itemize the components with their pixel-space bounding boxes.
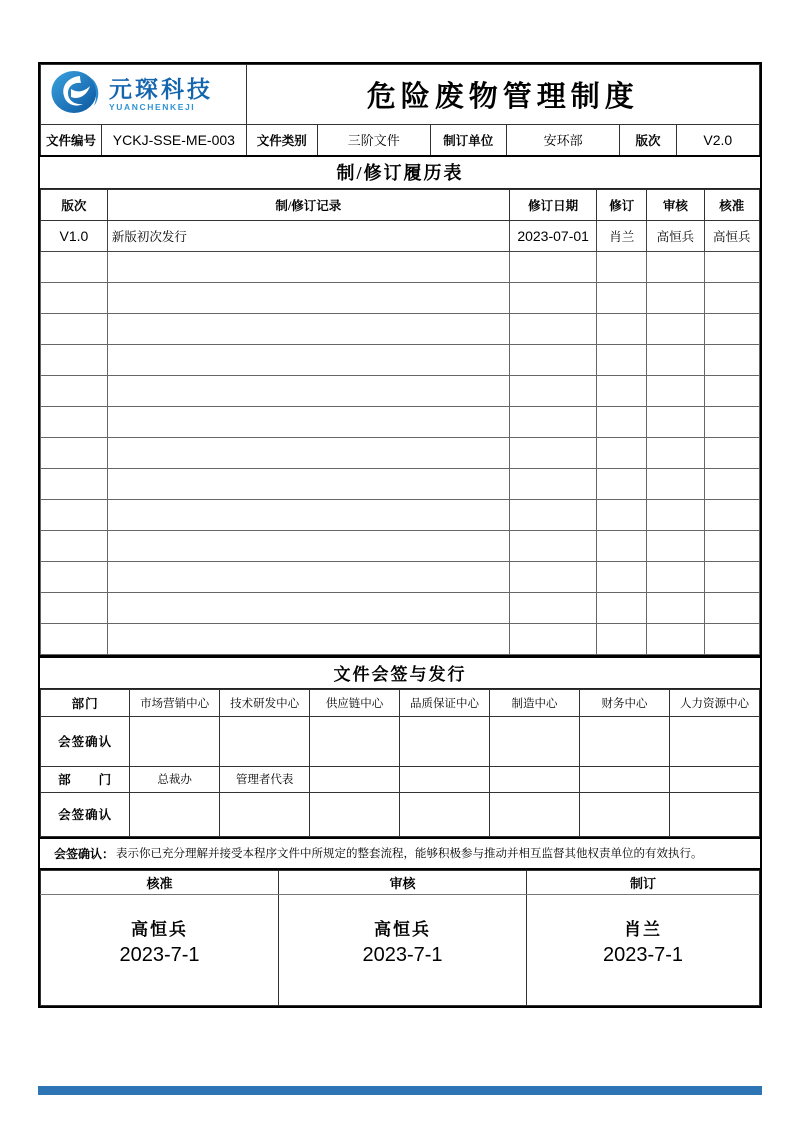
revision-empty-cell <box>509 561 597 592</box>
signoff-empty-cell <box>669 792 759 836</box>
signoff-note-text: 表示你已充分理解并接受本程序文件中所规定的整套流程，能够积极参与推动并相互监督其他权责单位的有效执行。 <box>116 848 703 860</box>
revision-empty-row <box>41 251 760 282</box>
col-reviewer: 审核 <box>647 189 705 220</box>
approval-header-row <box>41 870 760 894</box>
confirm-label-2: 会签确认 <box>41 792 130 836</box>
revision-empty-row <box>41 375 760 406</box>
revision-empty-cell <box>704 561 759 592</box>
revision-empty-cell <box>509 499 597 530</box>
revision-empty-cell <box>647 251 705 282</box>
revision-empty-cell <box>597 251 647 282</box>
revision-empty-cell <box>597 561 647 592</box>
department-cell <box>490 766 580 792</box>
revision-empty-row <box>41 530 760 561</box>
revision-empty-row <box>41 437 760 468</box>
revision-empty-cell <box>704 313 759 344</box>
revision-empty-cell <box>41 561 108 592</box>
doc-version-value: V2.0 <box>676 125 759 156</box>
doc-number-label: 文件编号 <box>41 125 102 156</box>
col-version: 版次 <box>41 189 108 220</box>
confirm-row-1 <box>41 716 760 766</box>
revision-empty-cell <box>647 468 705 499</box>
revision-empty-cell <box>107 406 509 437</box>
signoff-empty-cell <box>490 716 580 766</box>
col-record: 制/修订记录 <box>107 189 509 220</box>
department-cell <box>669 766 759 792</box>
revision-record: 新版初次发行 <box>107 220 509 251</box>
revision-approver: 高恒兵 <box>704 220 759 251</box>
dept-label-2: 部 门 <box>41 766 130 792</box>
revision-empty-cell <box>509 437 597 468</box>
revision-empty-cell <box>41 313 108 344</box>
revision-empty-cell <box>107 561 509 592</box>
revision-empty-cell <box>647 375 705 406</box>
revision-empty-cell <box>704 592 759 623</box>
revision-empty-cell <box>647 406 705 437</box>
revision-empty-cell <box>107 313 509 344</box>
signoff-empty-cell <box>579 792 669 836</box>
revision-empty-cell <box>107 468 509 499</box>
revision-table <box>40 189 760 655</box>
draft-label: 制订 <box>527 870 760 894</box>
revision-reviewer: 高恒兵 <box>647 220 705 251</box>
revision-empty-cell <box>509 406 597 437</box>
department-cell: 财务中心 <box>579 689 669 716</box>
department-cell: 品质保证中心 <box>400 689 490 716</box>
revision-empty-cell <box>509 313 597 344</box>
revision-empty-cell <box>647 437 705 468</box>
revision-empty-row <box>41 344 760 375</box>
revision-empty-cell <box>647 313 705 344</box>
signoff-note <box>40 837 760 870</box>
revision-empty-cell <box>597 437 647 468</box>
reviewer-name: 高恒兵 <box>374 919 431 939</box>
revision-empty-cell <box>41 437 108 468</box>
revision-empty-cell <box>509 623 597 654</box>
reviewer-signature-cell <box>278 894 526 1005</box>
doc-unit-value: 安环部 <box>506 125 620 156</box>
approval-signature-row <box>41 894 760 1005</box>
revision-empty-cell <box>509 592 597 623</box>
revision-empty-cell <box>597 499 647 530</box>
revision-empty-cell <box>41 468 108 499</box>
revision-empty-cell <box>647 530 705 561</box>
revision-empty-cell <box>647 592 705 623</box>
revision-empty-cell <box>647 499 705 530</box>
document-title: 危险废物管理制度 <box>246 65 759 125</box>
revision-empty-cell <box>41 623 108 654</box>
revision-empty-row <box>41 623 760 654</box>
department-row-1 <box>41 689 760 716</box>
col-date: 修订日期 <box>509 189 597 220</box>
revision-empty-cell <box>509 251 597 282</box>
revision-empty-row <box>41 406 760 437</box>
signoff-note-label: 会签确认： <box>54 846 115 861</box>
revision-header-row <box>41 189 760 220</box>
revision-empty-cell <box>107 282 509 313</box>
revision-empty-cell <box>107 437 509 468</box>
header-table <box>40 64 760 157</box>
revision-empty-cell <box>647 623 705 654</box>
revision-empty-cell <box>647 561 705 592</box>
revision-empty-cell <box>107 251 509 282</box>
revision-empty-cell <box>107 530 509 561</box>
revision-empty-cell <box>597 592 647 623</box>
doc-category-value: 三阶文件 <box>317 125 430 156</box>
revision-empty-cell <box>597 375 647 406</box>
revision-empty-cell <box>509 530 597 561</box>
revision-empty-cell <box>597 406 647 437</box>
revision-empty-cell <box>107 623 509 654</box>
revision-empty-cell <box>107 375 509 406</box>
brand-subname: YUANCHENKEJI <box>109 101 196 112</box>
signoff-empty-cell <box>490 792 580 836</box>
doc-unit-label: 制订单位 <box>430 125 506 156</box>
department-cell: 制造中心 <box>490 689 580 716</box>
department-cell: 市场营销中心 <box>130 689 220 716</box>
doc-category-label: 文件类别 <box>246 125 317 156</box>
department-cell <box>579 766 669 792</box>
revision-empty-row <box>41 561 760 592</box>
revision-empty-rows <box>41 251 760 654</box>
confirm-label-1: 会签确认 <box>41 716 130 766</box>
revision-row <box>41 220 760 251</box>
drafter-signature-cell <box>527 894 760 1005</box>
revision-empty-cell <box>41 406 108 437</box>
revision-empty-cell <box>704 344 759 375</box>
signoff-table <box>40 689 760 837</box>
revision-empty-cell <box>41 282 108 313</box>
revision-empty-cell <box>647 282 705 313</box>
revision-empty-cell <box>597 623 647 654</box>
revision-empty-row <box>41 499 760 530</box>
document-frame <box>38 62 762 1008</box>
department-cell <box>400 766 490 792</box>
revision-empty-cell <box>704 282 759 313</box>
revision-section-title: 制/修订履历表 <box>40 156 760 189</box>
signoff-section-title: 文件会签与发行 <box>40 655 760 689</box>
revision-date: 2023-07-01 <box>509 220 597 251</box>
revision-empty-cell <box>597 530 647 561</box>
revision-empty-cell <box>41 592 108 623</box>
revision-empty-cell <box>597 344 647 375</box>
revision-empty-cell <box>41 375 108 406</box>
revision-empty-cell <box>597 313 647 344</box>
col-reviser: 修订 <box>597 189 647 220</box>
approver-name: 高恒兵 <box>130 919 188 939</box>
revision-empty-cell <box>704 499 759 530</box>
department-cell: 管理者代表 <box>220 766 310 792</box>
revision-empty-cell <box>509 375 597 406</box>
reviewer-date: 2023-7-1 <box>362 943 443 966</box>
revision-version: V1.0 <box>41 220 108 251</box>
company-logo <box>41 65 247 125</box>
approve-signature-cell <box>41 894 279 1005</box>
revision-reviser: 肖兰 <box>597 220 647 251</box>
approval-table <box>40 870 760 1006</box>
revision-empty-cell <box>647 344 705 375</box>
signoff-empty-cell <box>130 792 220 836</box>
dept-label-1: 部门 <box>41 689 130 716</box>
doc-version-label: 版次 <box>620 125 676 156</box>
department-cell <box>310 766 400 792</box>
revision-empty-cell <box>509 468 597 499</box>
signoff-empty-cell <box>130 716 220 766</box>
approve-label: 核准 <box>41 870 279 894</box>
col-approver: 核准 <box>704 189 759 220</box>
revision-empty-cell <box>509 282 597 313</box>
revision-empty-cell <box>597 468 647 499</box>
revision-empty-row <box>41 282 760 313</box>
signoff-empty-cell <box>220 792 310 836</box>
drafter-name: 肖兰 <box>624 919 663 939</box>
revision-empty-row <box>41 313 760 344</box>
revision-empty-cell <box>107 499 509 530</box>
approver-date: 2023-7-1 <box>119 943 200 966</box>
revision-empty-row <box>41 592 760 623</box>
doc-number-value: YCKJ-SSE-ME-003 <box>102 125 247 156</box>
revision-empty-cell <box>704 375 759 406</box>
footer-accent-bar <box>38 1086 762 1095</box>
revision-empty-cell <box>107 592 509 623</box>
signoff-empty-cell <box>400 716 490 766</box>
revision-empty-cell <box>107 344 509 375</box>
revision-empty-cell <box>704 251 759 282</box>
revision-empty-cell <box>41 344 108 375</box>
revision-empty-cell <box>704 530 759 561</box>
department-cell: 总裁办 <box>130 766 220 792</box>
revision-empty-row <box>41 468 760 499</box>
signoff-empty-cell <box>400 792 490 836</box>
department-cell: 人力资源中心 <box>669 689 759 716</box>
brand-name: 元琛科技 <box>109 76 213 102</box>
logo-globe-icon <box>51 69 101 120</box>
signoff-empty-cell <box>579 716 669 766</box>
revision-empty-cell <box>597 282 647 313</box>
confirm-row-2 <box>41 792 760 836</box>
revision-empty-cell <box>704 437 759 468</box>
signoff-empty-cell <box>669 716 759 766</box>
revision-empty-cell <box>41 499 108 530</box>
department-cell: 技术研发中心 <box>220 689 310 716</box>
department-row-2 <box>41 766 760 792</box>
revision-empty-cell <box>704 623 759 654</box>
department-cell: 供应链中心 <box>310 689 400 716</box>
signoff-empty-cell <box>310 792 400 836</box>
revision-empty-cell <box>704 468 759 499</box>
drafter-date: 2023-7-1 <box>602 943 684 966</box>
signoff-empty-cell <box>310 716 400 766</box>
revision-empty-cell <box>41 530 108 561</box>
signoff-empty-cell <box>220 716 310 766</box>
revision-empty-cell <box>509 344 597 375</box>
revision-empty-cell <box>704 406 759 437</box>
revision-empty-cell <box>41 251 108 282</box>
review-label: 审核 <box>278 870 526 894</box>
